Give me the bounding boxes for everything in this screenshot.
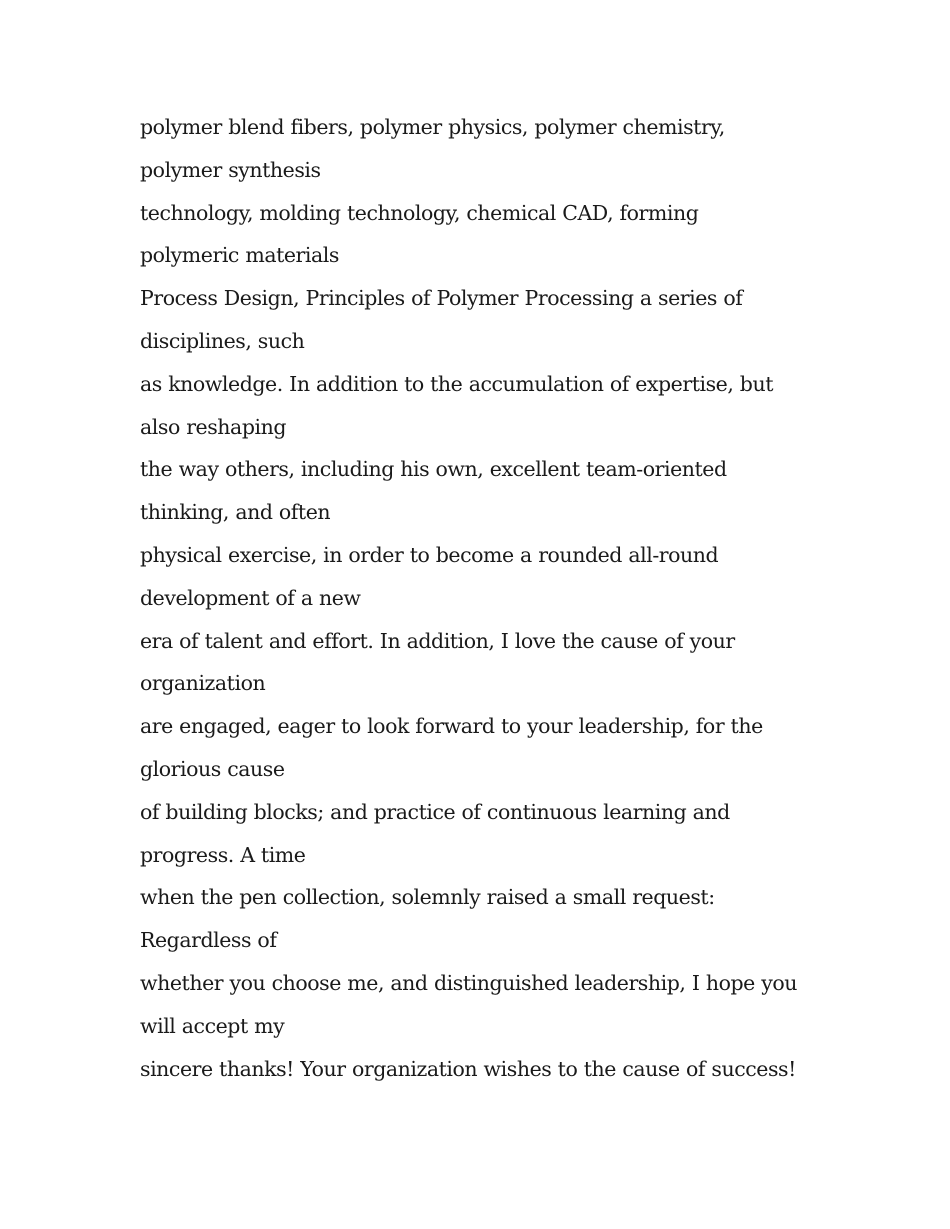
text-line: technology, molding technology, chemical CAD, forming [140,200,699,225]
text-line: the way others, including his own, excellent team-oriented [140,457,727,482]
text-line: development of a new [140,585,361,610]
text-line: of building blocks; and practice of continuous learning and [140,799,730,824]
text-line: organization [140,671,266,696]
text-line: whether you choose me, and distinguished leadership, I hope you [140,970,797,995]
text-line: polymer synthesis [140,157,321,182]
text-line: as knowledge. In addition to the accumulation of expertise, but [140,371,774,396]
text-line: also reshaping [140,414,287,439]
text-line: polymer blend fibers, polymer physics, polymer chemistry, [140,115,725,139]
text-line: progress. A time [140,842,306,867]
text-line: Process Design, Principles of Polymer Processing a series of [140,286,743,311]
text-line: glorious cause [140,756,285,781]
text-line: Regardless of [140,928,277,953]
text-line: are engaged, eager to look forward to your leadership, for the [140,714,763,739]
text-line: physical exercise, in order to become a rounded all-round [140,542,719,567]
body-text [140,106,840,1090]
text-line: polymeric materials [140,243,339,268]
text-line: sincere thanks! Your organization wishes to the cause of success! [140,1056,796,1081]
text-line: thinking, and often [140,500,331,525]
text-line: era of talent and effort. In addition, I love the cause of your [140,628,735,653]
text-line: when the pen collection, solemnly raised a small request: [140,885,715,910]
text-line: disciplines, such [140,328,305,353]
text-line: will accept my [140,1013,285,1038]
